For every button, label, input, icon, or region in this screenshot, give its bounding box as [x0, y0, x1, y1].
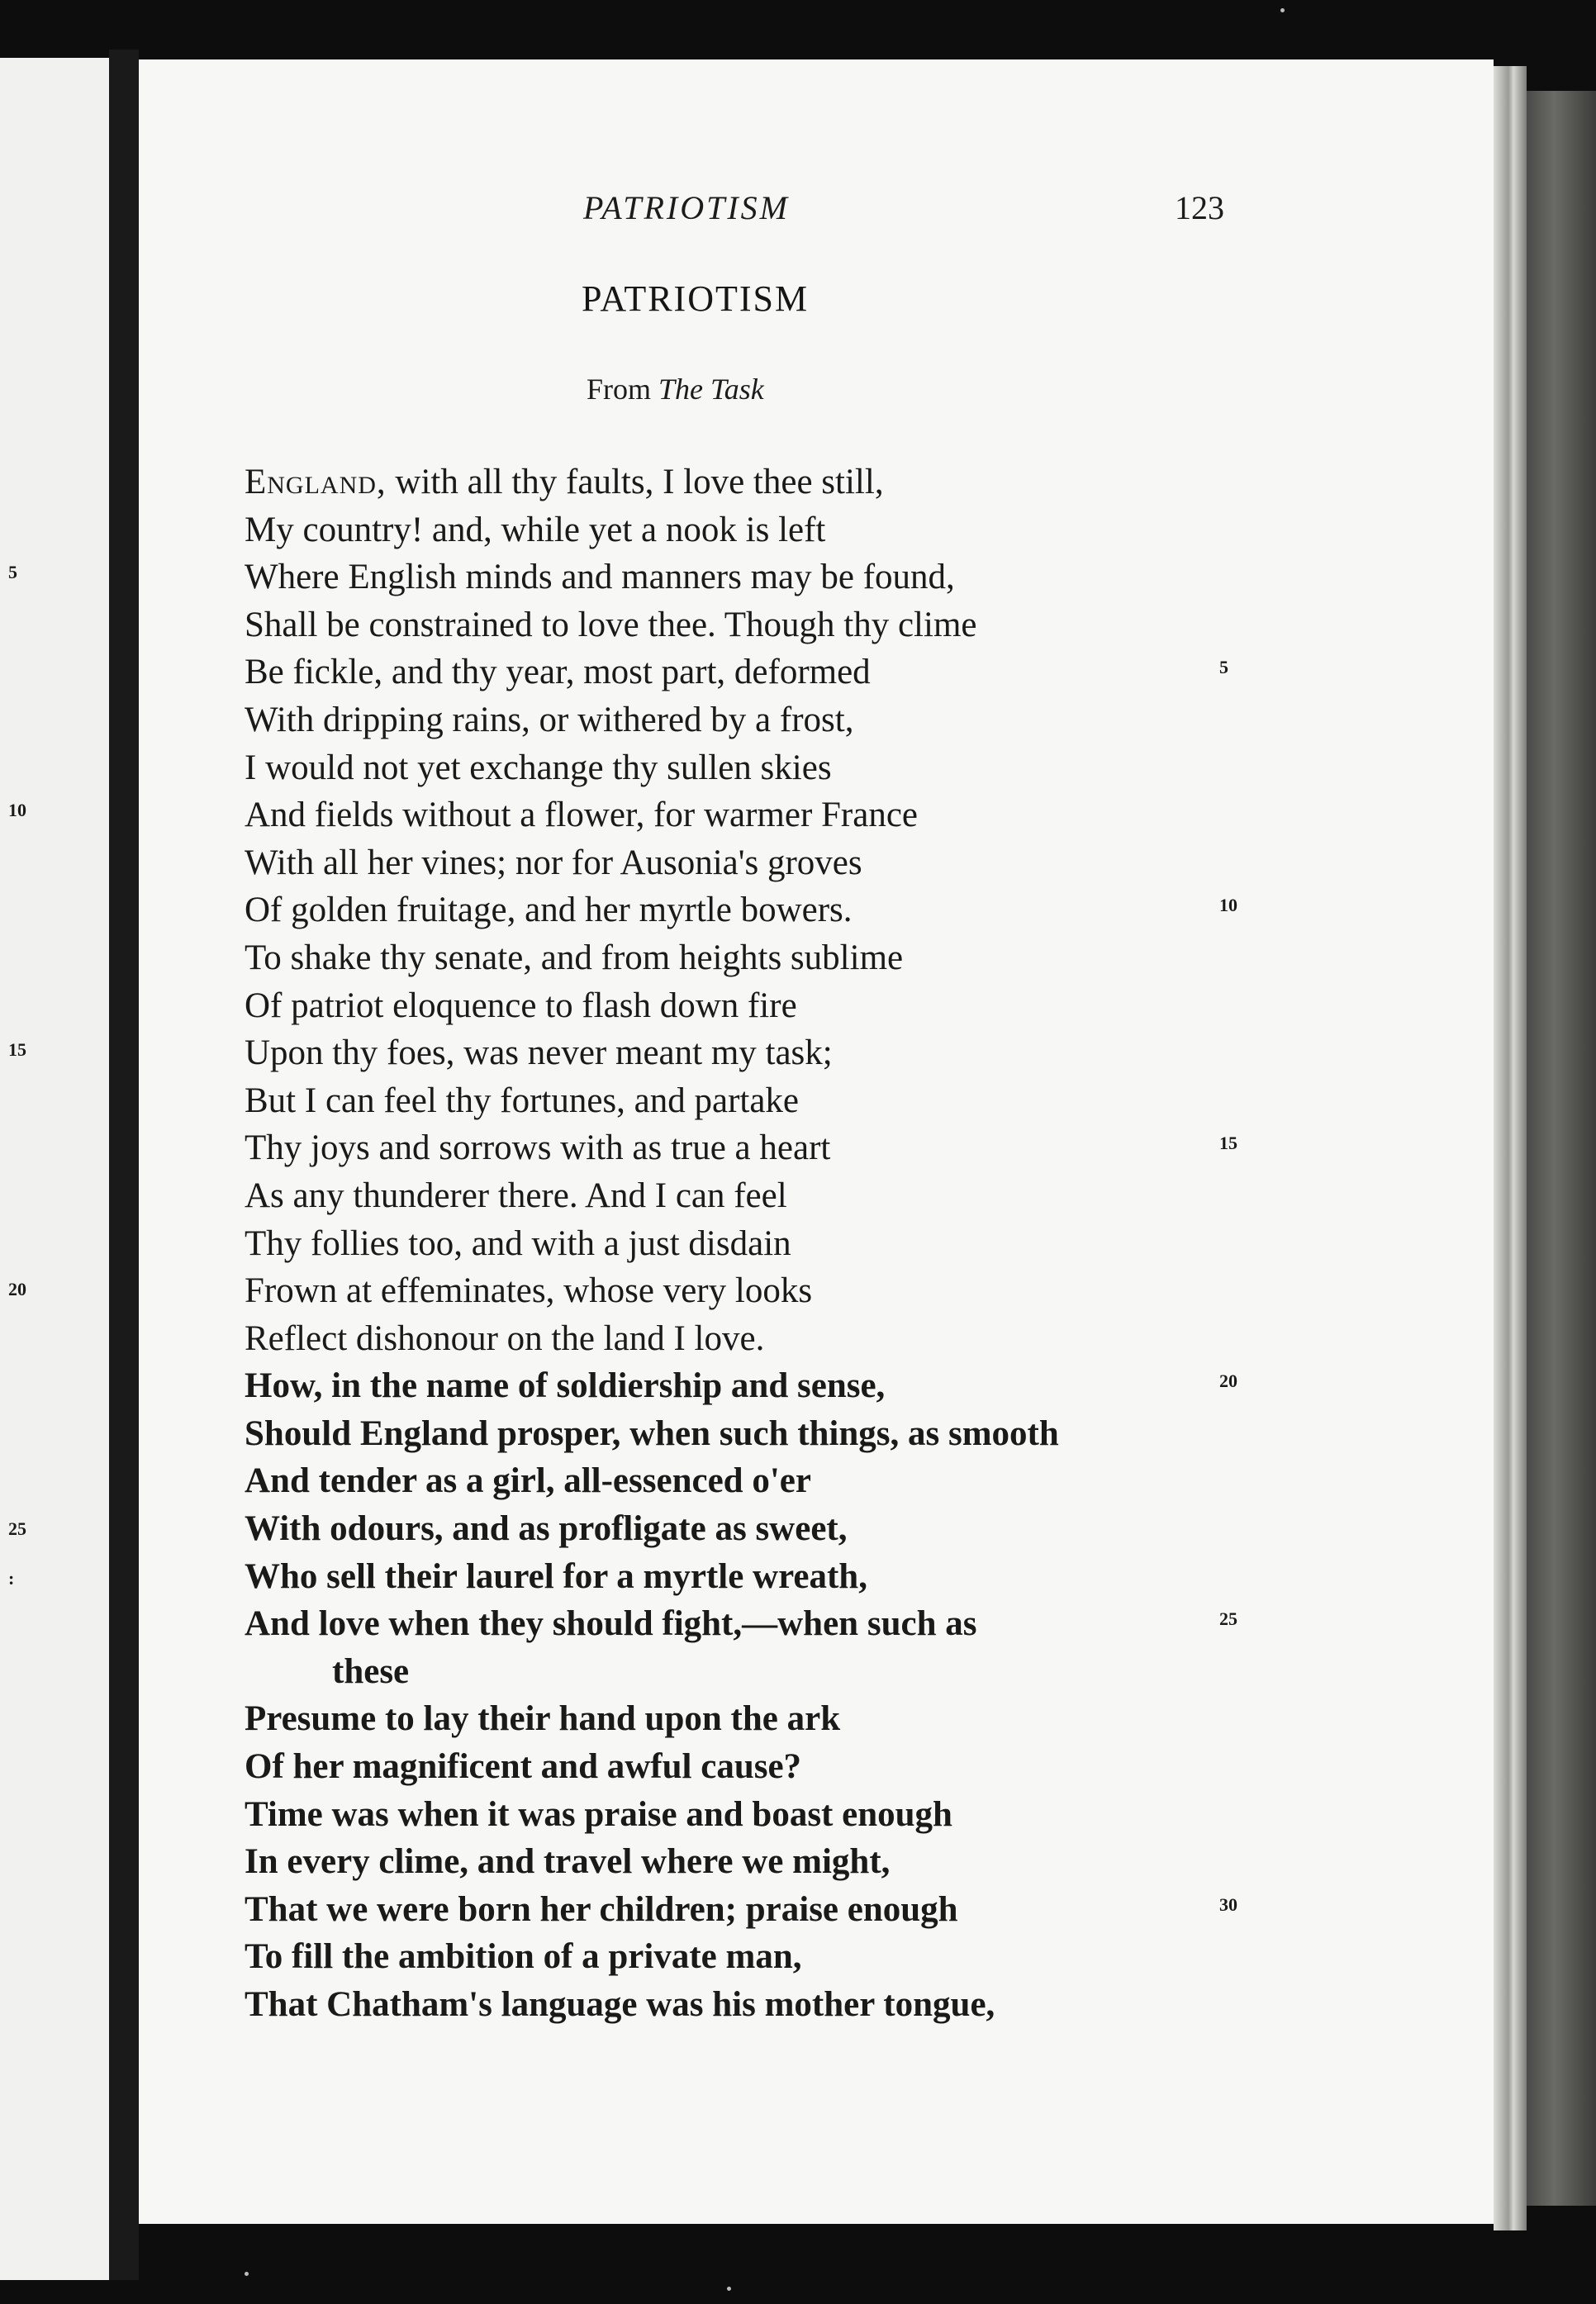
poem-line: Should England prosper, when such things, as smooth [245, 1413, 1059, 1453]
poem-line: Upon thy foes, was never meant my task; [245, 1033, 833, 1073]
poem-line: But I can feel thy fortunes, and partake [245, 1081, 800, 1120]
poem-title: PATRIOTISM [582, 278, 810, 319]
poem-line: Frown at effeminates, whose very looks [245, 1271, 813, 1311]
poem-line-text: Be fickle, and thy year, most part, deformed [245, 653, 871, 692]
line-number: 5 [1219, 657, 1228, 678]
line-number: 10 [1219, 895, 1237, 916]
poem-line: Shall be constrained to love thee. Though thy clime [245, 605, 977, 644]
poem-line: Where English minds and manners may be found, [245, 558, 955, 597]
poem-line: Reflect dishonour on the land I love. [245, 1318, 765, 1358]
poem-line: In every clime, and travel where we might, [245, 1842, 891, 1882]
poem-line [245, 648, 1269, 696]
line-number: 20 [1219, 1371, 1237, 1392]
poem-source [587, 372, 764, 406]
running-head: PATRIOTISM [583, 189, 790, 226]
line-number: 25 [1219, 1608, 1237, 1630]
line-number: 15 [1219, 1133, 1237, 1154]
previous-page-line-number: 5 [8, 562, 17, 582]
poem-line: That Chatham's language was his mother tongue, [245, 1985, 995, 2024]
poem-line [245, 1886, 1269, 1934]
page-number: 123 [1175, 189, 1224, 226]
scan-speck [727, 2287, 731, 2291]
poem-line: Who sell their laurel for a myrtle wreath, [245, 1556, 867, 1596]
poem-line-text: And love when they should fight,—when such as [245, 1604, 977, 1644]
poem-line-text: with all thy faults, I love thee still, [386, 463, 884, 501]
poem-line-text: Of golden fruitage, and her myrtle bowers. [245, 891, 853, 930]
scan-speck [245, 2272, 249, 2276]
poem-line [245, 1600, 1269, 1648]
book-gutter [109, 50, 139, 2280]
line-number: 30 [1219, 1893, 1237, 1915]
previous-page-line-number: 20 [8, 1279, 26, 1299]
poem-line: To shake thy senate, and from heights sublime [245, 938, 904, 977]
poem-line-text: Thy joys and sorrows with as true a heart [245, 1128, 831, 1168]
previous-page-line-number: 25 [8, 1518, 26, 1539]
poem-body [245, 458, 1269, 2029]
poem-line [245, 458, 1269, 506]
poem-line: My country! and, while yet a nook is left [245, 510, 826, 549]
page-stack-edge [1494, 66, 1527, 2230]
previous-page-line-number: 10 [8, 800, 26, 820]
poem-line: Thy follies too, and with a just disdain [245, 1223, 791, 1263]
poem-line: As any thunderer there. And I can feel [245, 1176, 787, 1215]
poem-line: With dripping rains, or withered by a frost, [245, 700, 854, 739]
poem-line: Of patriot eloquence to flash down fire [245, 986, 797, 1025]
previous-page-line-number: 15 [8, 1039, 26, 1060]
poem-line: And fields without a flower, for warmer France [245, 796, 919, 835]
poem-line: To fill the ambition of a private man, [245, 1937, 802, 1977]
poem-line [245, 1124, 1269, 1172]
poem-line [245, 1362, 1269, 1410]
source-prefix: From [587, 373, 652, 406]
poem-line-continuation: these [332, 1651, 410, 1691]
poem-line [245, 886, 1269, 934]
previous-page-mark: : [8, 1568, 15, 1589]
poem-line: Time was when it was praise and boast enough [245, 1794, 952, 1834]
poem-line: With odours, and as profligate as sweet, [245, 1509, 848, 1549]
poem-line-text: How, in the name of soldiership and sense, [245, 1366, 886, 1406]
poem-line-text: That we were born her children; praise enough [245, 1889, 958, 1929]
book-spine [1527, 91, 1596, 2206]
poem-line: I would not yet exchange thy sullen skies [245, 748, 832, 787]
source-work-title: The Task [658, 373, 764, 406]
poem-line: Presume to lay their hand upon the ark [245, 1699, 841, 1739]
poem-line: And tender as a girl, all-essenced o'er [245, 1461, 811, 1501]
opening-word: England, [245, 463, 387, 501]
previous-page-edge [0, 58, 109, 2280]
poem-line: Of her magnificent and awful cause? [245, 1747, 802, 1787]
scan-speck [1280, 8, 1285, 12]
poem-line: With all her vines; nor for Ausonia's groves [245, 843, 862, 882]
